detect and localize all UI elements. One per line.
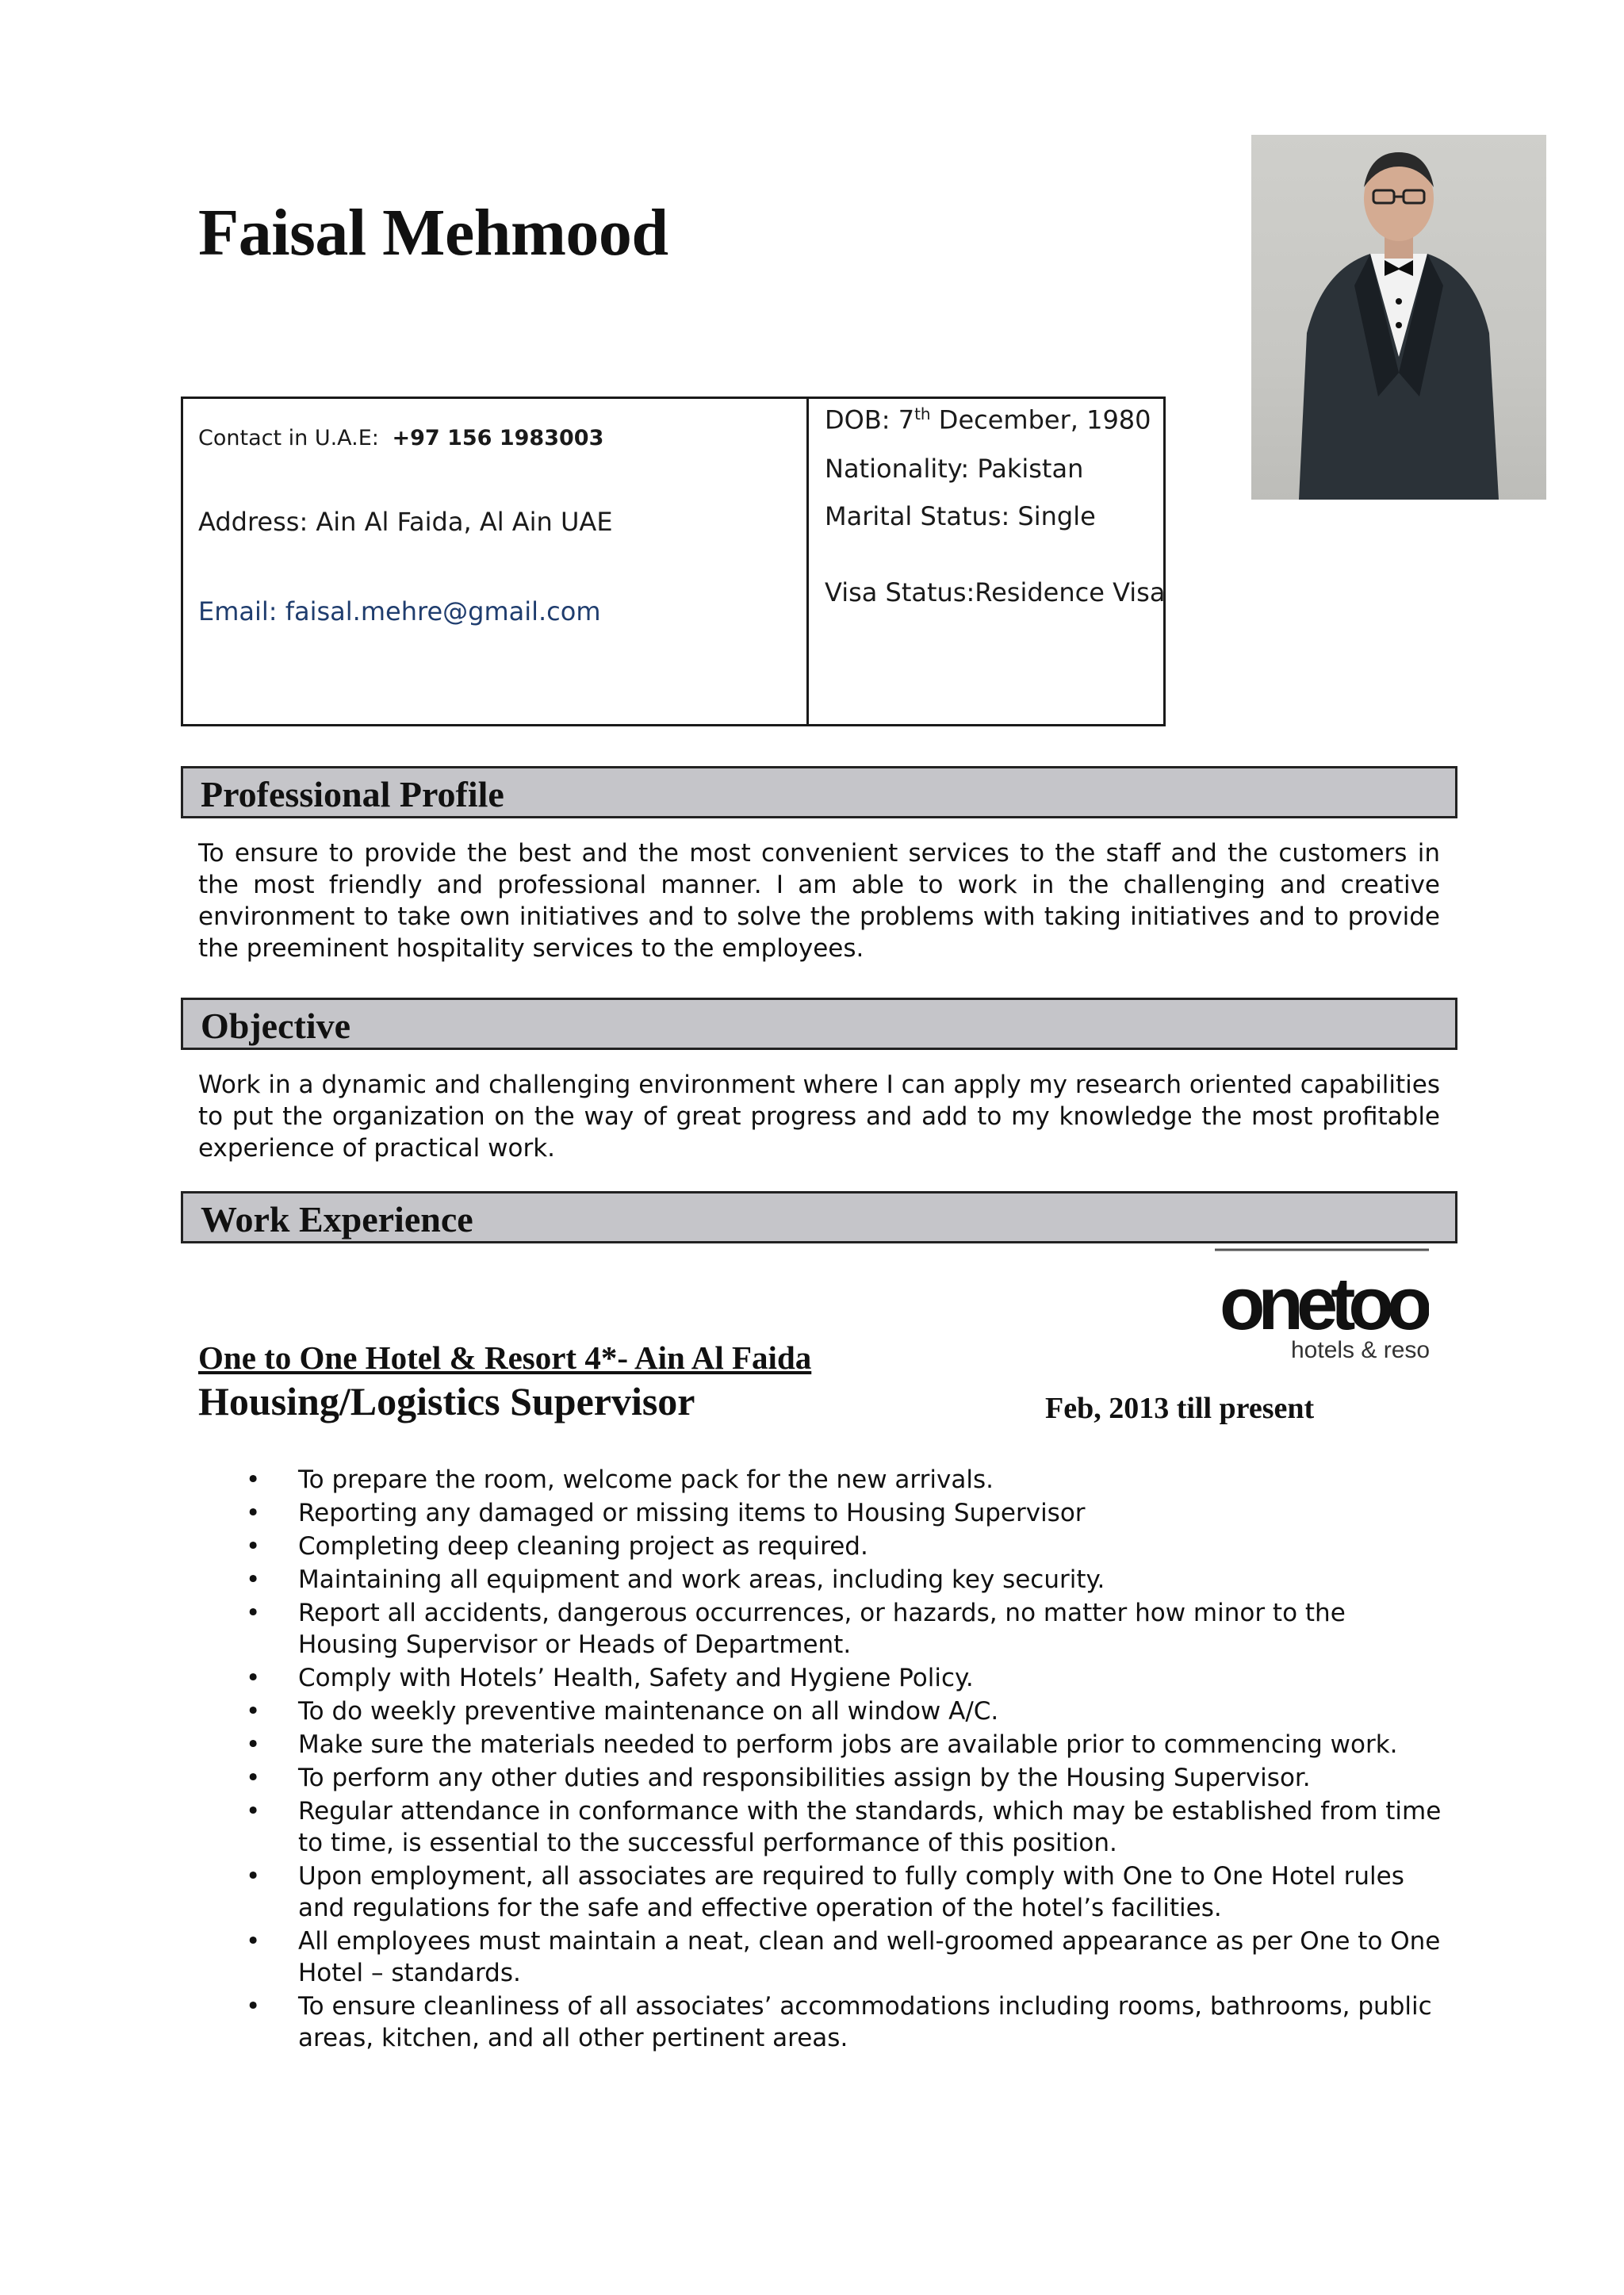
bullet-icon: • [246,1532,261,1561]
dob-superscript: th [914,404,931,423]
section-header-experience [181,1191,1457,1243]
list-item: • To perform any other duties and responsibilities assign by the Housing Supervisor. [246,1764,1311,1792]
section-header-profile [181,766,1457,818]
list-item: • Maintaining all equipment and work areas, including key security. [246,1565,1105,1594]
dob-prefix: DOB: 7 [825,404,915,435]
list-item: • Completing deep cleaning project as required. [246,1532,868,1561]
bullet-icon: • [246,1862,261,1891]
bullet-icon: • [246,1565,261,1594]
bullet-icon: • [246,1599,261,1627]
duties-list [246,1464,1451,2056]
profile-photo [1251,135,1546,500]
job-title: Housing/Logistics Supervisor [198,1379,695,1423]
list-item: • Reporting any damaged or missing items to Housing Supervisor [246,1499,1086,1527]
phone-label: Contact in U.A.E: [198,426,379,450]
bullet-icon: • [246,1764,261,1792]
company-name: One to One Hotel & Resort 4*- Ain Al Faida [198,1339,812,1376]
candidate-name: Faisal Mehmood [198,196,668,270]
bullet-icon: • [246,1797,261,1826]
phone-line [198,426,603,450]
bullet-icon: • [246,1992,261,2021]
profile-paragraph: To ensure to provide the best and the most convenient services to the staff and the customers in the most friendly and professional manner. I am able to work in the challenging and creative environment to take own initiatives and to solve the problems with taking initiatives and to provide the preeminent hospitality services to the employees. [198,839,1440,963]
email-line: Email: faisal.mehre@gmail.com [198,596,601,626]
list-item: • Comply with Hotels’ Health, Safety and Hygiene Policy. [246,1664,974,1692]
contact-box-divider [806,397,809,726]
list-item: • To prepare the room, welcome pack for the new arrivals. [246,1466,994,1494]
nationality-line: Nationality: Pakistan [825,454,1084,484]
hotel-logo [1215,1247,1429,1374]
person-portrait-icon [1251,135,1546,500]
list-item: • Upon employment, all associates are required to fully comply with One to One Hotel rules and regulations for the safe and effective operation of the hotel’s facilities. [246,1862,1404,1922]
list-item: • Report all accidents, dangerous occurrences, or hazards, no matter how minor to the Housing Supervisor or Heads of Department. [246,1599,1346,1659]
section-header-objective [181,998,1457,1050]
bullet-icon: • [246,1499,261,1527]
bullet-icon: • [246,1466,261,1494]
bullet-icon: • [246,1664,261,1692]
objective-paragraph: Work in a dynamic and challenging environment where I can apply my research oriented capabilities to put the organization on the way of great progress and add to my knowledge the most profitable experience of practical work. [198,1071,1440,1163]
logo-wordmark: onetoo [1220,1262,1426,1345]
section-title-objective: Objective [201,1006,351,1046]
list-item: • To do weekly preventive maintenance on all window A/C. [246,1697,999,1726]
bullet-icon: • [246,1927,261,1956]
dob-line [825,404,1151,435]
logo-tagline: hotels & reso [1291,1337,1429,1363]
list-item: • To ensure cleanliness of all associates’ accommodations including rooms, bathrooms, public areas, kitchen, and all other pertinent areas. [246,1992,1432,2052]
list-item: • Make sure the materials needed to perform jobs are available prior to commencing work. [246,1730,1398,1759]
visa-status-line: Visa Status:Residence Visa [825,577,1166,607]
section-title-experience: Work Experience [201,1199,473,1239]
bullet-icon: • [246,1697,261,1726]
job-dates: Feb, 2013 till present [1045,1392,1315,1425]
dob-suffix: December, 1980 [930,404,1151,435]
marital-status-line: Marital Status: Single [825,501,1096,531]
bullet-icon: • [246,1730,261,1759]
section-title-profile: Professional Profile [201,774,504,814]
list-item: • Regular attendance in conformance with the standards, which may be established from time to time, is essential to the successful performance of this position. [246,1797,1442,1857]
list-item: • All employees must maintain a neat, clean and well-groomed appearance as per One to One Hotel – standards. [246,1927,1441,1987]
phone-number: +97 156 1983003 [392,426,604,450]
address-line: Address: Ain Al Faida, Al Ain UAE [198,507,613,537]
